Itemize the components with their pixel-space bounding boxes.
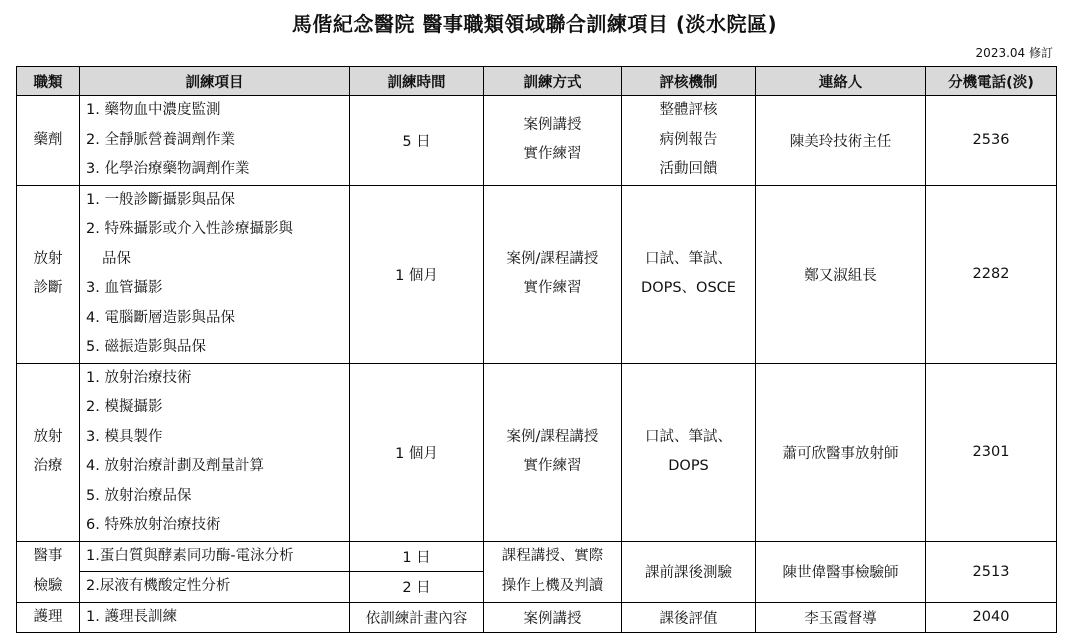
method-line: 實作練習 <box>523 146 582 163</box>
training-item: 3. 血管攝影 <box>86 280 163 296</box>
assessment-cell <box>622 185 756 363</box>
extension-cell: 2301 <box>926 363 1057 541</box>
assessment-cell <box>622 96 756 186</box>
items-cell <box>80 572 350 603</box>
header-duration: 訓練時間 <box>350 67 484 96</box>
category-cell <box>17 541 80 602</box>
assessment-line: 活動回饋 <box>659 161 718 177</box>
table-row-radiotherapy <box>17 363 1057 541</box>
training-item: 2. 全靜脈營養調劑作業 <box>86 131 235 148</box>
assessment-cell: 課後評值 <box>622 602 756 633</box>
items-cell <box>80 363 350 541</box>
assessment-cell: 課前課後測驗 <box>622 541 756 602</box>
training-item: 5. 放射治療品保 <box>86 487 192 504</box>
header-method: 訓練方式 <box>484 67 622 96</box>
training-item: 1. 一般診斷攝影與品保 <box>86 191 235 208</box>
contact-cell: 蕭可欣醫事放射師 <box>756 363 926 541</box>
training-item: 6. 特殊放射治療技術 <box>86 517 221 533</box>
method-cell <box>484 185 622 363</box>
method-line: 案例/課程講授 <box>506 250 599 267</box>
revision-date: 2023.04 修訂 <box>975 46 1053 60</box>
header-items: 訓練項目 <box>80 67 350 96</box>
training-item: 1.蛋白質與酵素同功酶-電泳分析 <box>86 547 294 564</box>
category-label: 放射 <box>33 428 63 445</box>
category-cell <box>17 602 80 633</box>
header-extension: 分機電話(淡) <box>926 67 1057 96</box>
method-cell: 案例講授 <box>484 602 622 633</box>
extension-cell: 2040 <box>926 602 1057 633</box>
header-assessment: 評核機制 <box>622 67 756 96</box>
method-cell <box>484 96 622 186</box>
training-item: 1. 放射治療技術 <box>86 369 192 386</box>
category-label: 治療 <box>33 458 63 474</box>
training-item: 1. 藥物血中濃度監測 <box>86 102 221 118</box>
category-label: 診斷 <box>33 280 63 296</box>
assessment-line: 口試、筆試、 <box>645 250 732 267</box>
training-item: 3. 模具製作 <box>86 428 163 445</box>
duration-cell: 5 日 <box>350 96 484 186</box>
table-row-nursing <box>17 602 1057 633</box>
assessment-cell <box>622 363 756 541</box>
contact-cell: 鄭又淑組長 <box>756 185 926 363</box>
method-cell <box>484 541 622 602</box>
contact-cell: 陳世偉醫事檢驗師 <box>756 541 926 602</box>
contact-cell: 陳美玲技術主任 <box>756 96 926 186</box>
training-item: 4. 放射治療計劃及劑量計算 <box>86 458 264 474</box>
page-title: 馬偕紀念醫院 醫事職類領域聯合訓練項目 (淡水院區) <box>291 12 778 36</box>
training-table <box>16 66 1057 633</box>
items-cell <box>80 96 350 186</box>
method-line: 案例講授 <box>523 116 582 133</box>
training-item: 4. 電腦斷層造影與品保 <box>86 309 235 326</box>
extension-cell: 2513 <box>926 541 1057 602</box>
training-item: 2. 模擬攝影 <box>86 399 163 415</box>
items-cell <box>80 185 350 363</box>
extension-cell: 2536 <box>926 96 1057 186</box>
duration-cell: 1 個月 <box>350 363 484 541</box>
category-label: 護理 <box>33 608 63 625</box>
category-label: 檢驗 <box>33 577 63 594</box>
training-item: 1. 護理長訓練 <box>86 608 177 625</box>
method-line: 課程講授、實際 <box>501 548 604 564</box>
method-line: 實作練習 <box>523 280 582 296</box>
header-category: 職類 <box>17 67 80 96</box>
category-label: 放射 <box>33 250 63 267</box>
method-cell <box>484 363 622 541</box>
extension-cell: 2282 <box>926 185 1057 363</box>
assessment-line: 口試、筆試、 <box>645 428 732 445</box>
table-row-radiology-diagnosis <box>17 185 1057 363</box>
table-header-row <box>17 67 1057 96</box>
duration-cell: 1 日 <box>350 541 484 572</box>
method-line: 案例/課程講授 <box>506 428 599 445</box>
duration-cell: 2 日 <box>350 572 484 603</box>
category-label: 藥劑 <box>33 131 63 148</box>
contact-cell: 李玉霞督導 <box>756 602 926 633</box>
duration-cell: 依訓練計畫內容 <box>350 602 484 633</box>
category-cell <box>17 185 80 363</box>
training-item: 2.尿液有機酸定性分析 <box>86 578 231 594</box>
training-item: 品保 <box>102 250 131 267</box>
duration-cell: 1 個月 <box>350 185 484 363</box>
table-row-lab-1 <box>17 541 1057 572</box>
assessment-line: DOPS、OSCE <box>641 280 736 296</box>
table-row-pharmacy <box>17 96 1057 186</box>
assessment-line: 病例報告 <box>659 131 718 148</box>
category-cell <box>17 363 80 541</box>
assessment-line: 整體評核 <box>659 102 718 118</box>
method-line: 操作上機及判讀 <box>501 577 604 594</box>
training-item: 3. 化學治療藥物調劑作業 <box>86 161 250 177</box>
header-contact: 連絡人 <box>756 67 926 96</box>
category-label: 醫事 <box>33 548 63 564</box>
training-item: 5. 磁振造影與品保 <box>86 339 206 355</box>
method-line: 實作練習 <box>523 458 582 474</box>
items-cell <box>80 541 350 572</box>
items-cell <box>80 602 350 633</box>
category-cell <box>17 96 80 186</box>
training-item: 2. 特殊攝影或介入性診療攝影與 <box>86 221 293 237</box>
assessment-line: DOPS <box>668 458 709 474</box>
